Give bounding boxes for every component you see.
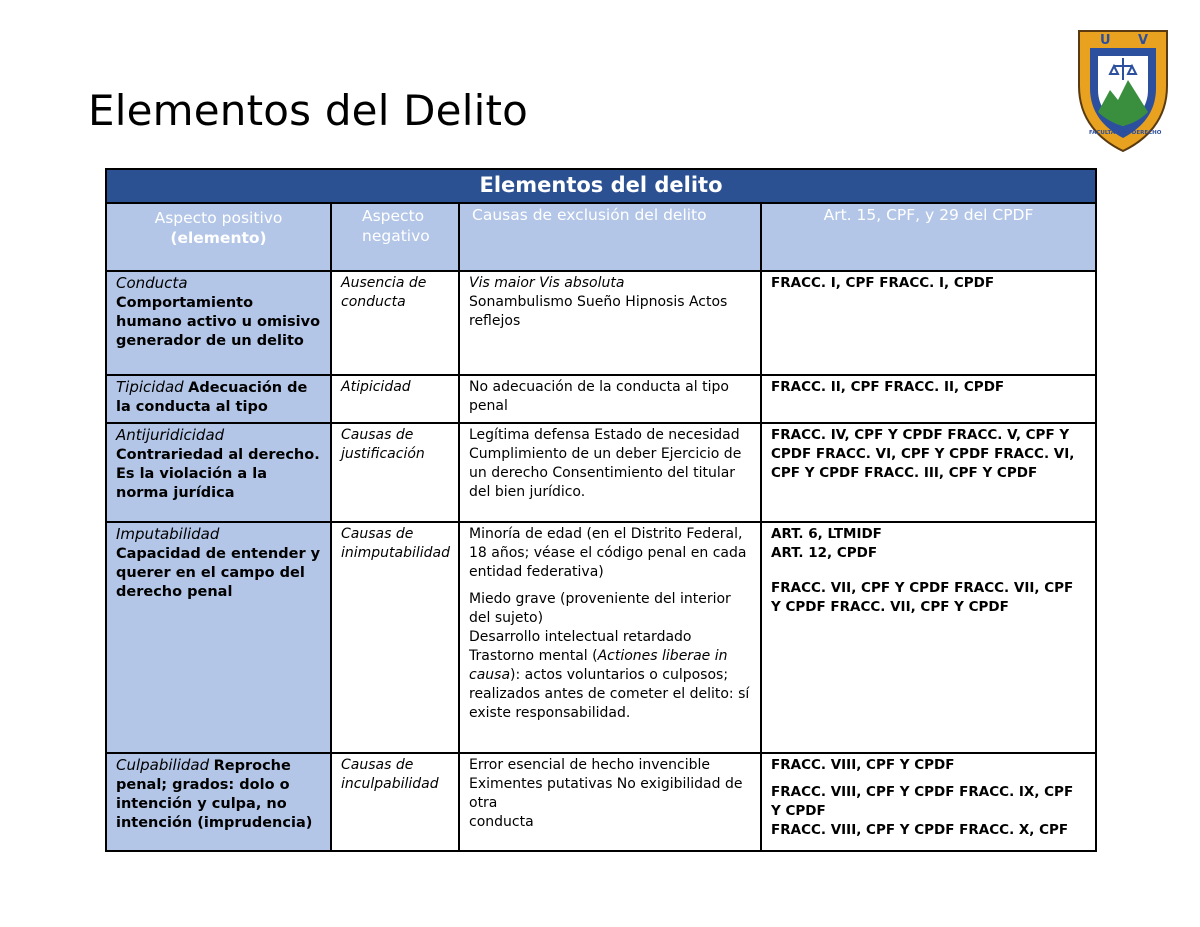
svg-text:FACULTAD DE DERECHO: FACULTAD DE DERECHO (1089, 130, 1162, 136)
article-text: FRACC. IV, CPF Y CPDF FRACC. V, CPF Y CPDF FRACC. VI, CPF Y CPDF FRACC. VI, CPF Y CPDF FRACC. III, CPF Y CPDF (771, 427, 1075, 481)
header-positive-line1: Aspecto positivo (154, 209, 283, 227)
table-row (106, 423, 1096, 522)
element-definition: Capacidad de entender y querer en el campo del derecho penal (116, 546, 321, 600)
elements-table (105, 168, 1097, 852)
cause-text: No adecuación de la conducta al tipo penal (469, 379, 729, 414)
cause-text: ): actos voluntarios o culposos; realizados antes de cometer el delito: sí existe responsabilidad. (469, 667, 750, 721)
cause-text: Vis maior Vis absoluta (469, 275, 625, 291)
article-text: FRACC. I, CPF FRACC. I, CPDF (771, 275, 995, 291)
element-term: Tipicidad (116, 378, 184, 396)
header-articles: Art. 15, CPF, y 29 del CPDF (761, 203, 1096, 271)
articles-cell (761, 375, 1096, 423)
cause-text: Desarrollo intelectual retardado (469, 629, 692, 645)
article-text: FRACC. VIII, CPF Y CPDF (771, 757, 955, 773)
positive-cell (106, 375, 331, 423)
element-definition: Adecuación de la conducta al tipo (116, 380, 308, 415)
cause-text: Sonambulismo Sueño Hipnosis Actos reflejos (469, 294, 728, 329)
articles-cell (761, 423, 1096, 522)
cause-text: Legítima defensa Estado de necesidad Cumplimiento de un deber Ejercicio de un derecho Consentimiento del titular del bien jurídico. (469, 427, 742, 500)
causes-cell (459, 271, 761, 375)
causes-cell (459, 423, 761, 522)
element-definition: Reproche penal; grados: dolo o intención y culpa, no intención (imprudencia) (116, 758, 313, 831)
article-text: ART. 12, CPDF (771, 545, 878, 561)
element-definition: Comportamiento humano activo u omisivo generador de un delito (116, 295, 321, 349)
element-term: Imputabilidad (116, 525, 220, 543)
header-positive-line2: (elemento) (170, 229, 267, 247)
table-row (106, 522, 1096, 753)
causes-cell (459, 753, 761, 851)
positive-cell (106, 753, 331, 851)
negative-cell: Causas de inculpabilidad (331, 753, 459, 851)
page-title: Elementos del Delito (88, 86, 529, 135)
negative-cell: Causas de inimputabilidad (331, 522, 459, 753)
article-text: ART. 6, LTMIDF (771, 526, 882, 542)
cause-text: Trastorno mental ( (469, 648, 598, 664)
positive-cell (106, 271, 331, 375)
article-text: FRACC. II, CPF FRACC. II, CPDF (771, 379, 1005, 395)
article-text: FRACC. VIII, CPF Y CPDF FRACC. X, CPF (771, 822, 1069, 838)
element-term: Culpabilidad (116, 756, 210, 774)
header-negative: Aspecto negativo (331, 203, 459, 271)
causes-cell (459, 375, 761, 423)
articles-cell (761, 753, 1096, 851)
positive-cell (106, 522, 331, 753)
element-term: Antijuridicidad (116, 426, 225, 444)
cause-text-italic: Actiones liberae in causa (469, 648, 728, 683)
table-row (106, 753, 1096, 851)
cause-text: Minoría de edad (en el Distrito Federal, 18 años; véase el código penal en cada entidad federativa) (469, 526, 747, 580)
university-logo (1076, 28, 1170, 154)
table-row (106, 375, 1096, 423)
cause-text: Eximentes putativas No exigibilidad de otra (469, 776, 743, 811)
causes-cell (459, 522, 761, 753)
element-definition: Contrariedad al derecho. Es la violación a la norma jurídica (116, 447, 320, 501)
articles-cell (761, 522, 1096, 753)
cause-text: conducta (469, 814, 534, 830)
svg-text:V: V (1138, 33, 1149, 48)
element-term: Conducta (116, 274, 188, 292)
positive-cell (106, 423, 331, 522)
negative-cell: Atipicidad (331, 375, 459, 423)
article-text: FRACC. VII, CPF Y CPDF FRACC. VII, CPF Y CPDF FRACC. VII, CPF Y CPDF (771, 580, 1074, 615)
articles-cell (761, 271, 1096, 375)
table-title: Elementos del delito (106, 169, 1096, 203)
table-row (106, 271, 1096, 375)
negative-cell: Causas de justificación (331, 423, 459, 522)
article-text: FRACC. VIII, CPF Y CPDF FRACC. IX, CPF Y CPDF (771, 784, 1074, 819)
header-positive (106, 203, 331, 271)
cause-text: Miedo grave (proveniente del interior del sujeto) (469, 591, 731, 626)
negative-cell: Ausencia de conducta (331, 271, 459, 375)
cause-text: Error esencial de hecho invencible (469, 757, 711, 773)
header-causes: Causas de exclusión del delito (459, 203, 761, 271)
svg-text:U: U (1100, 33, 1111, 48)
